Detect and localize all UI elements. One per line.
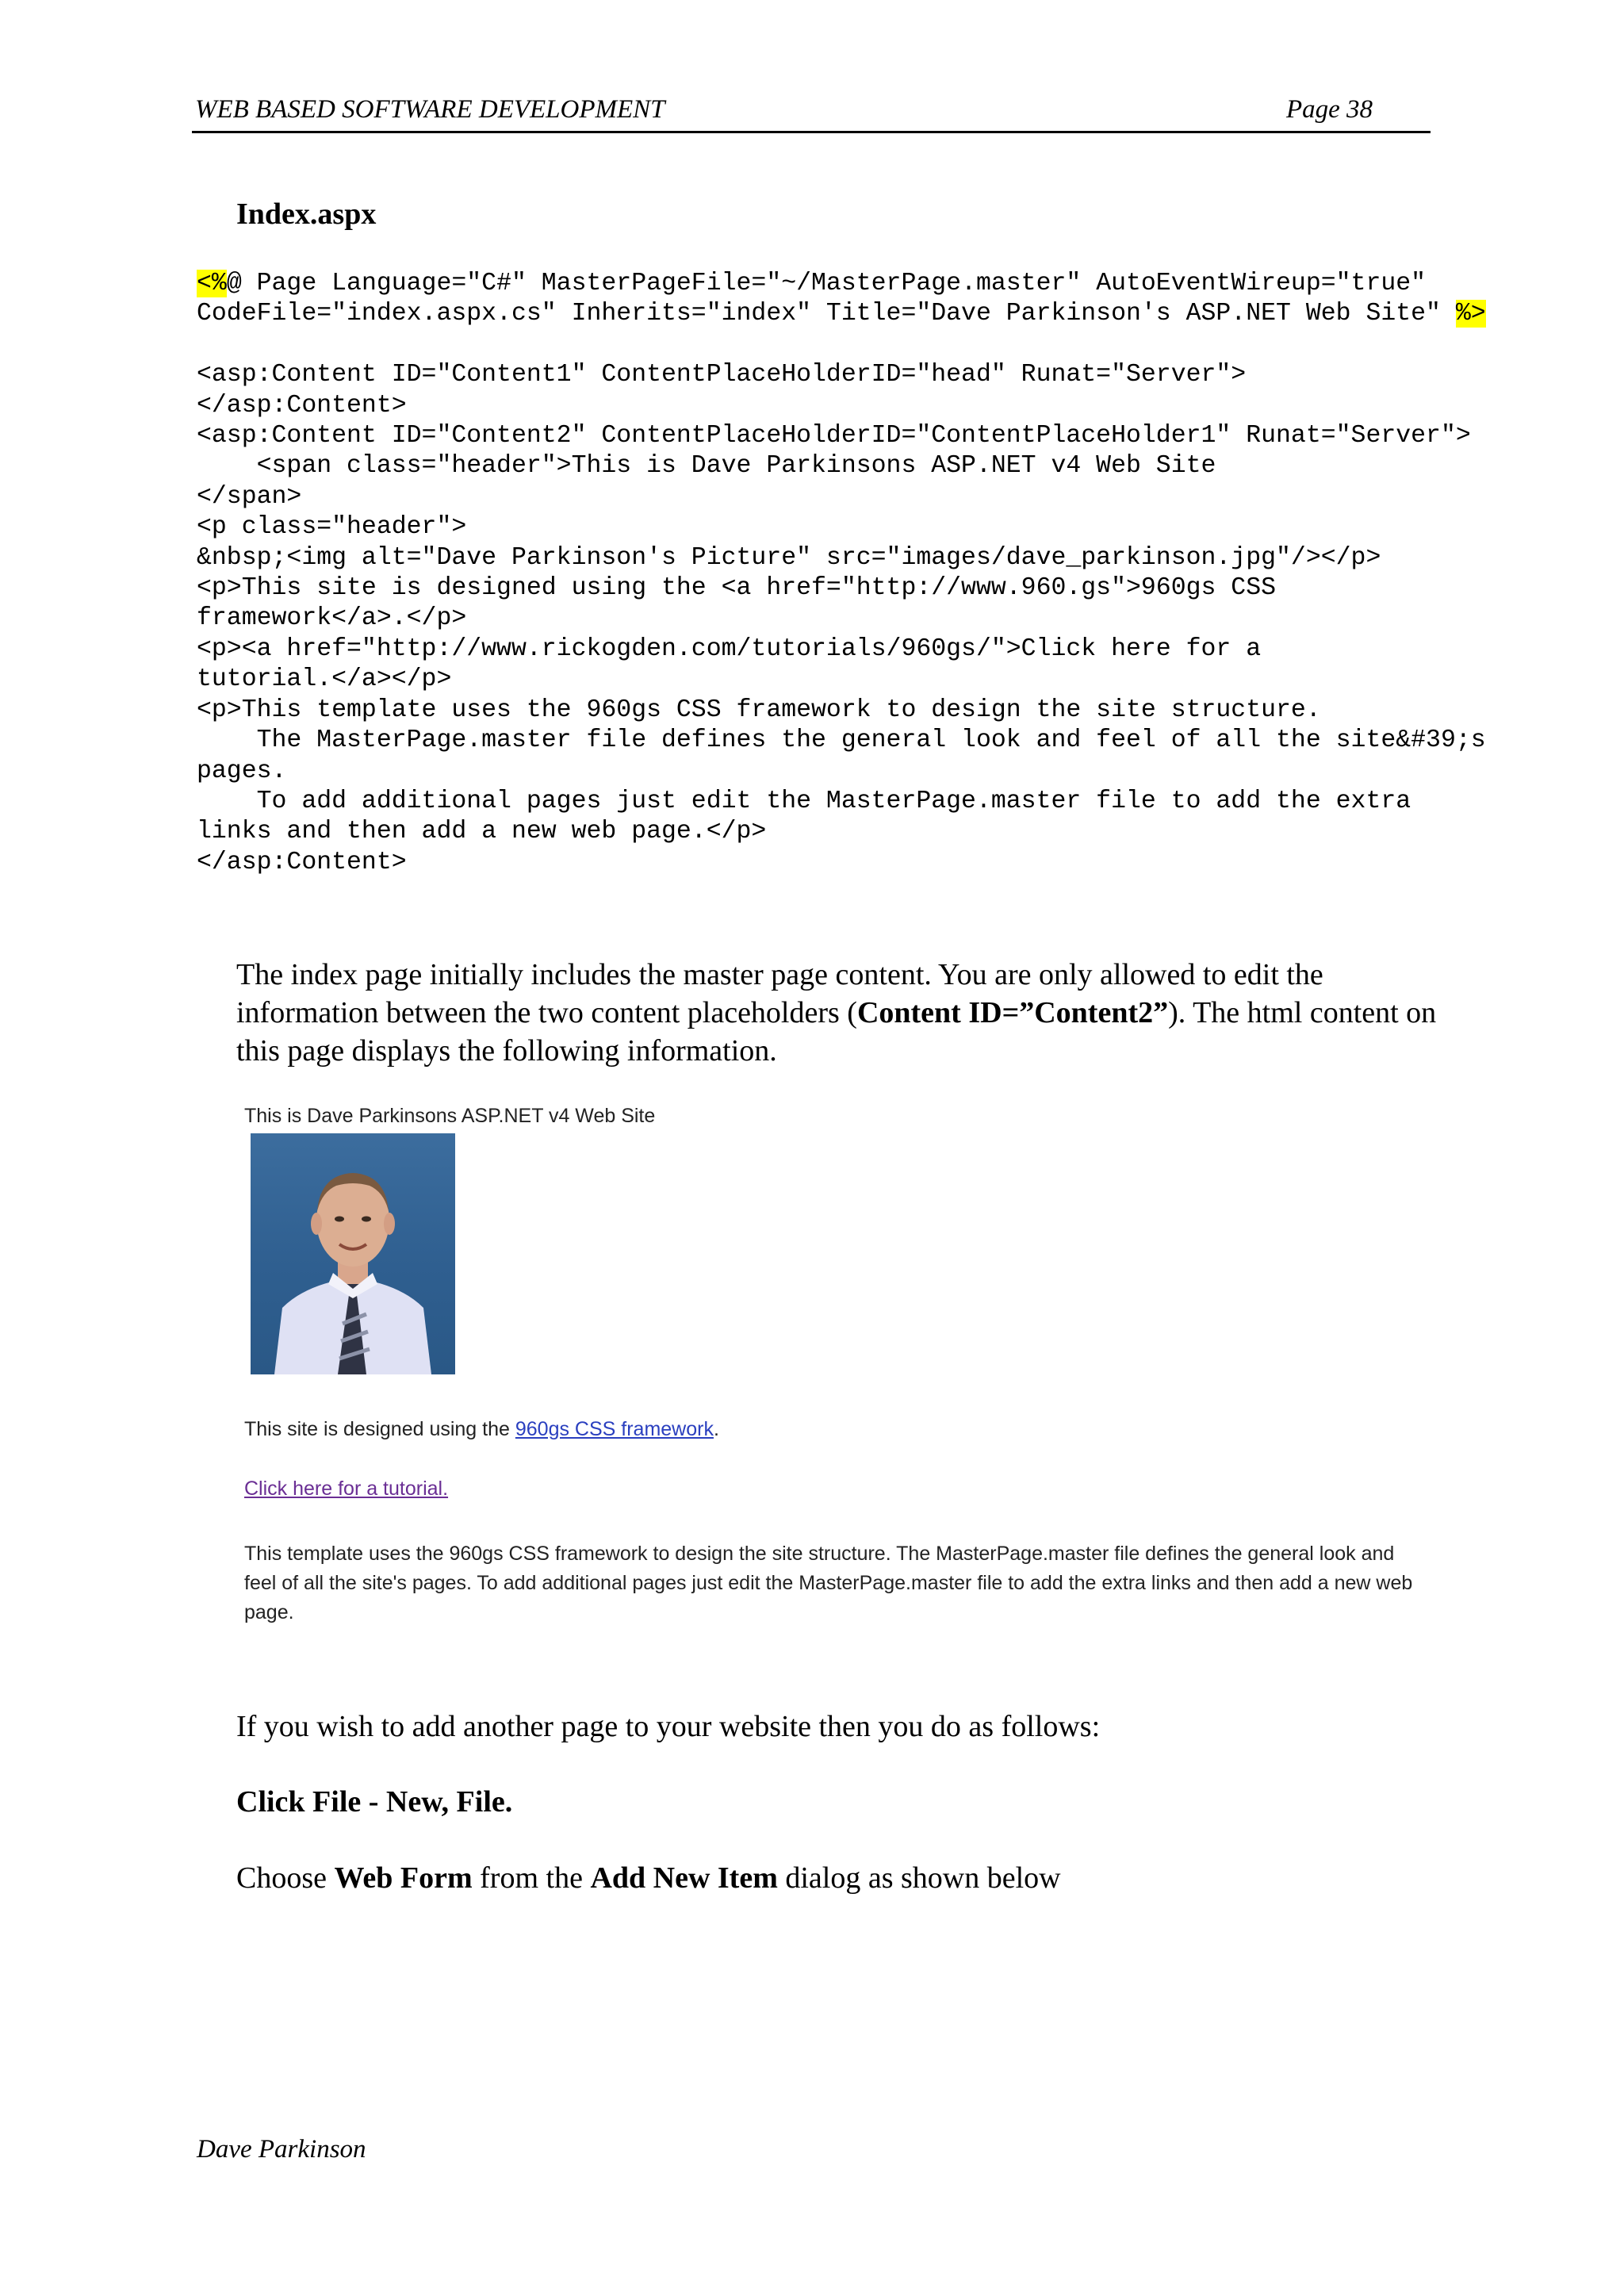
para1-text-end: ). The html content on this page displays the following information. xyxy=(236,996,1437,1068)
para4-bold-add-new-item: Add New Item xyxy=(590,1861,778,1895)
code-body: <asp:Content ID="Content1" ContentPlaceHolderID="head" Runat="Server"> </asp:Content> <asp:Content ID="Content2" ContentPlaceHolderID="ContentPlaceHolder1" Runat="Server"> <span class="header">This is Dave Parkinsons ASP.NET v4 Web Site </span> <p class="header"> &nbsp;<img alt="Dave Parkinson's Picture" src="images/dave_parkinson.jpg"/></p> <p>This site is designed using the <a href="http://www.960.gs">960gs CSS framework</a>.</p> <p><a href="http://www.rickogden.com/tutorials/960gs/">Click here for a tutorial.</a></p> <p>This template uses the 960gs CSS framework to design the site structure. The MasterPage.master file defines the general look and feel of all the site&#39;s pages. To add additional pages just edit the MasterPage.master file to add the extra links and then add a new web page.</p> </asp:Content> xyxy=(197,361,1486,876)
header-title: WEB BASED SOFTWARE DEVELOPMENT xyxy=(195,95,665,124)
portrait-photo xyxy=(251,1133,455,1374)
page-number: Page 38 xyxy=(1286,95,1373,124)
code-close-tag-highlight: %> xyxy=(1455,300,1486,328)
designed-using-period: . xyxy=(713,1418,719,1440)
para4-middle: from the xyxy=(472,1861,591,1895)
tutorial-link[interactable]: Click here for a tutorial. xyxy=(244,1478,449,1500)
para1-bold: Content ID=”Content2” xyxy=(856,996,1169,1029)
section-heading: Index.aspx xyxy=(236,197,377,231)
site-title: This is Dave Parkinsons ASP.NET v4 Web Site xyxy=(244,1105,656,1127)
para4-text: Choose xyxy=(236,1861,335,1895)
code-open-tag-highlight: <% xyxy=(197,270,227,297)
framework-link[interactable]: 960gs CSS framework xyxy=(515,1418,714,1440)
para4-bold-web-form: Web Form xyxy=(334,1861,473,1895)
website-screenshot xyxy=(236,1098,1426,1630)
instruction-choose-web-form xyxy=(236,1859,1442,1897)
paragraph-index-description xyxy=(236,956,1442,1070)
template-description: This template uses the 960gs CSS framework to design the site structure. The MasterPage.master file defines the general look and feel of all the site's pages. To add additional pages just edit the MasterPage.master file to add the extra links and then add a new web page. xyxy=(244,1543,1413,1623)
para4-text-end: dialog as shown below xyxy=(777,1861,1061,1895)
para1-text: The index page initially includes the master page content. You are only allowed to edit the information between the two content placeholders ( xyxy=(236,958,1323,1029)
designed-using-label: This site is designed using the xyxy=(244,1418,515,1440)
page-footer: Dave Parkinson xyxy=(197,2135,366,2164)
code-listing xyxy=(197,269,1486,878)
tutorial-line xyxy=(244,1478,448,1501)
page-header xyxy=(192,94,1431,133)
paragraph-add-page: If you wish to add another page to your website then you do as follows: xyxy=(236,1710,1101,1743)
instruction-click-file: Click File - New, File. xyxy=(236,1785,513,1819)
code-line-2: CodeFile="index.aspx.cs" Inherits="index" Title="Dave Parkinson's ASP.NET Web Site" xyxy=(197,300,1456,328)
portrait-illustration xyxy=(251,1133,455,1374)
designed-using-text xyxy=(244,1418,719,1441)
code-line-1: @ Page Language="C#" MasterPageFile="~/MasterPage.master" AutoEventWireup="true" xyxy=(226,270,1427,297)
